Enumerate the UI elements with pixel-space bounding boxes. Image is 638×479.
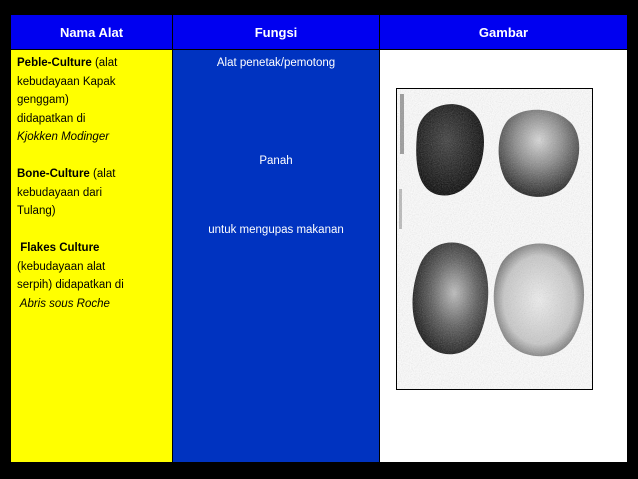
tool-entry-bone: [17, 165, 166, 221]
tool-location: Kjokken Modinger: [17, 131, 110, 143]
tool-desc: Tulang): [17, 205, 56, 217]
nama-alat-column: [11, 50, 172, 462]
stone-tools-photo-icon: [396, 88, 593, 390]
header-fungsi: Fungsi: [173, 15, 379, 49]
tool-desc: (alat: [91, 57, 118, 69]
function-text: Alat penetak/pemotong: [216, 57, 336, 69]
function-text: Panah: [259, 155, 293, 167]
tool-name: Peble-Culture: [17, 57, 92, 69]
tool-location: Abris sous Roche: [17, 297, 110, 310]
fungsi-column: [173, 50, 379, 462]
tool-desc: kebudayaan dari: [17, 186, 103, 199]
tools-table: [11, 15, 627, 462]
gambar-column: [380, 50, 627, 462]
tool-name: Flakes Culture: [17, 242, 100, 254]
tool-desc: (kebudayaan alat: [17, 260, 106, 273]
function-text: untuk mengupas makanan: [208, 224, 344, 236]
tool-desc: didapatkan di: [17, 112, 86, 125]
tool-desc: kebudayaan Kapak: [17, 75, 116, 88]
tool-desc: serpih) didapatkan di: [17, 279, 124, 291]
tool-desc: genggam): [17, 94, 69, 106]
tool-entry-peble: [17, 54, 166, 147]
tool-desc: (alat: [89, 168, 116, 180]
header-gambar: Gambar: [380, 15, 627, 49]
tool-name: Bone-Culture: [17, 168, 90, 180]
tool-entry-flakes: [17, 239, 166, 313]
header-nama-alat: Nama Alat: [11, 15, 172, 49]
